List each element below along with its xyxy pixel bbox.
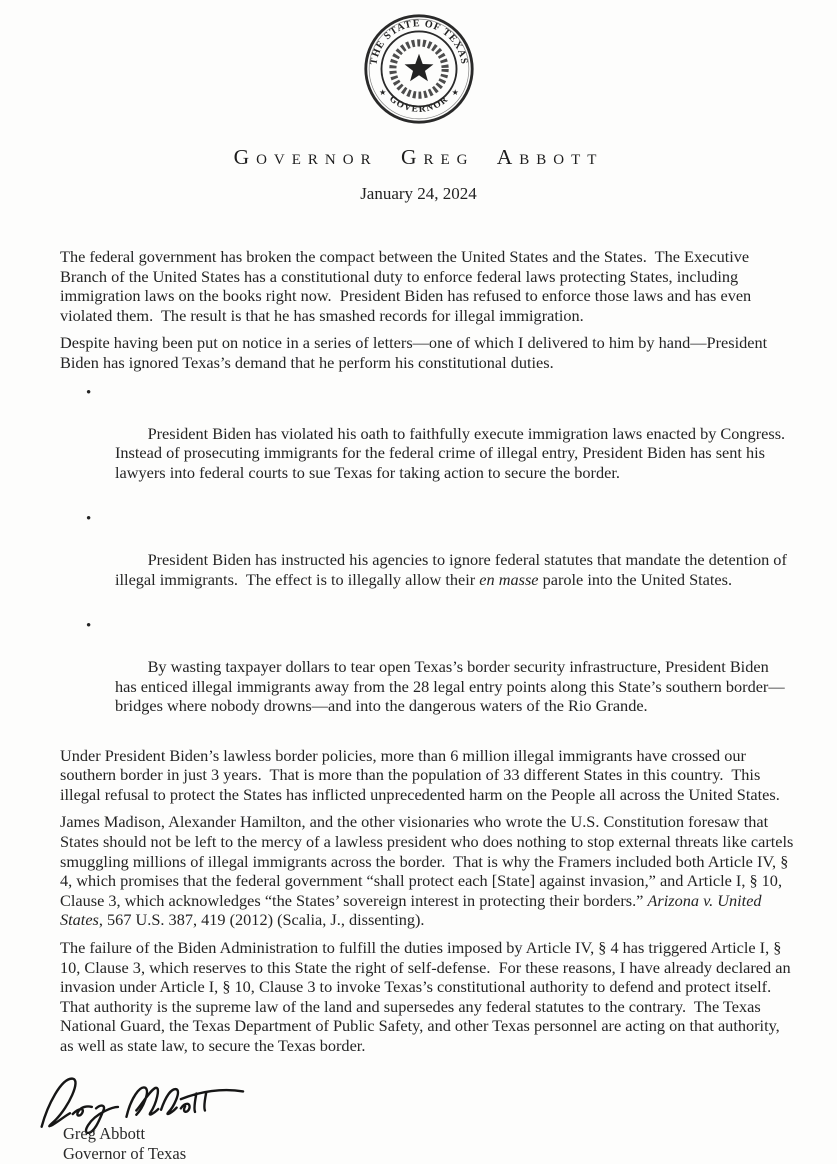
bullet-text: President Biden has instructed his agencies to ignore federal statutes that mandate the detention of illegal immigrants. The effect is to illegally allow their bbox=[115, 550, 791, 589]
bullet-text: parole into the United States. bbox=[538, 569, 733, 589]
page-title: Governor Greg Abbott bbox=[233, 145, 604, 169]
bullet-icon: • bbox=[86, 384, 92, 401]
seal-container bbox=[0, 12, 837, 131]
seal-top-text: THE STATE OF TEXAS bbox=[367, 18, 470, 66]
signatory-name: Greg Abbott bbox=[63, 1123, 146, 1143]
signatory-title: Governor of Texas bbox=[63, 1143, 187, 1163]
paragraph-text: James Madison, Alexander Hamilton, and the other visionaries who wrote the U.S. Constitution foresaw that States should not be left to the mercy of a lawless president who does nothing to stop external threats like cartels smuggling millions of illegal immigrants across the border. That is why the Framers included both Article IV, § 4, which promises that the federal government “shall protect each [State] against invasion,” and Article I, § 10, Clause 3, which acknowledges “the States’ sovereign interest in protecting their borders.” bbox=[60, 812, 798, 910]
bullet-item-infrastructure bbox=[60, 618, 794, 736]
signature-block bbox=[36, 1070, 837, 1164]
paragraph-notice-letters: Despite having been put on notice in a series of letters—one of which I delivered to him by hand—President Biden has ignored Texas’s demand that he perform his constitutional duties. bbox=[60, 333, 772, 372]
bullet-text: President Biden has violated his oath to faithfully execute immigration laws enacted by Congress. Instead of prosecuting immigrants for the federal crime of illegal entry, President Biden has sent his lawyers into federal courts to sue Texas for taking action to secure the border. bbox=[115, 423, 794, 482]
bullet-icon: • bbox=[86, 618, 92, 635]
paragraph-compact-broken: The federal government has broken the compact between the United States and the States. The Executive Branch of the United States has a constitutional duty to enforce federal laws protecting States, including immigration laws on the books right now. President Biden has refused to enforce those laws and has even violated them. The result is that he has smashed records for illegal immigration. bbox=[60, 247, 756, 325]
texas-governor-seal bbox=[362, 12, 476, 126]
paragraph-six-million: Under President Biden’s lawless border policies, more than 6 million illegal immigrants have crossed our southern border in just 3 years. That is more than the population of 33 different States in this country. This illegal refusal to protect the States has inflicted unprecedented harm on the People all across the United States. bbox=[60, 745, 780, 804]
paragraph-framers bbox=[60, 812, 798, 930]
bullet-text: By wasting taxpayer dollars to tear open Texas’s border security infrastructure, President Biden has enticed illegal immigrants away from the 28 legal entry points along this State’s southern border—bridges where nobody drowns—and into the dangerous waters of the Rio Grande. bbox=[115, 657, 785, 716]
bullet-text-italic: en masse bbox=[479, 569, 539, 589]
bullet-list bbox=[60, 385, 794, 736]
seal-star-left-icon: ★ bbox=[378, 88, 386, 98]
seal-bottom-text: GOVERNOR bbox=[386, 94, 451, 115]
signature-stroke-abbott bbox=[126, 1087, 243, 1116]
letter-date: January 24, 2024 bbox=[360, 184, 477, 203]
paragraph-text: , 567 U.S. 387, 419 (2012) (Scalia, J., dissenting). bbox=[98, 910, 425, 930]
bullet-item-detention bbox=[60, 511, 794, 609]
case-citation-italic: Arizona v. United States bbox=[60, 890, 766, 930]
seal-star-right-icon: ★ bbox=[451, 88, 459, 98]
paragraph-invasion-declared: The failure of the Biden Administration to fulfill the duties imposed by Article IV, § 4 has triggered Article I, § 10, Clause 3, which reserves to this State the right of self-defense. For these reasons, I have already declared an invasion under Article I, § 10, Clause 3 to invoke Texas’s constitutional authority to defend and protect itself. That authority is the supreme law of the land and supersedes any federal statutes to the contrary. The Texas National Guard, the Texas Department of Public Safety, and other Texas personnel are acting on that authority, as well as state law, to secure the Texas border. bbox=[60, 938, 795, 1055]
seal-star-icon bbox=[404, 54, 433, 81]
bullet-item-oath bbox=[60, 385, 794, 503]
bullet-icon: • bbox=[86, 511, 92, 528]
letter-body bbox=[60, 247, 798, 1056]
